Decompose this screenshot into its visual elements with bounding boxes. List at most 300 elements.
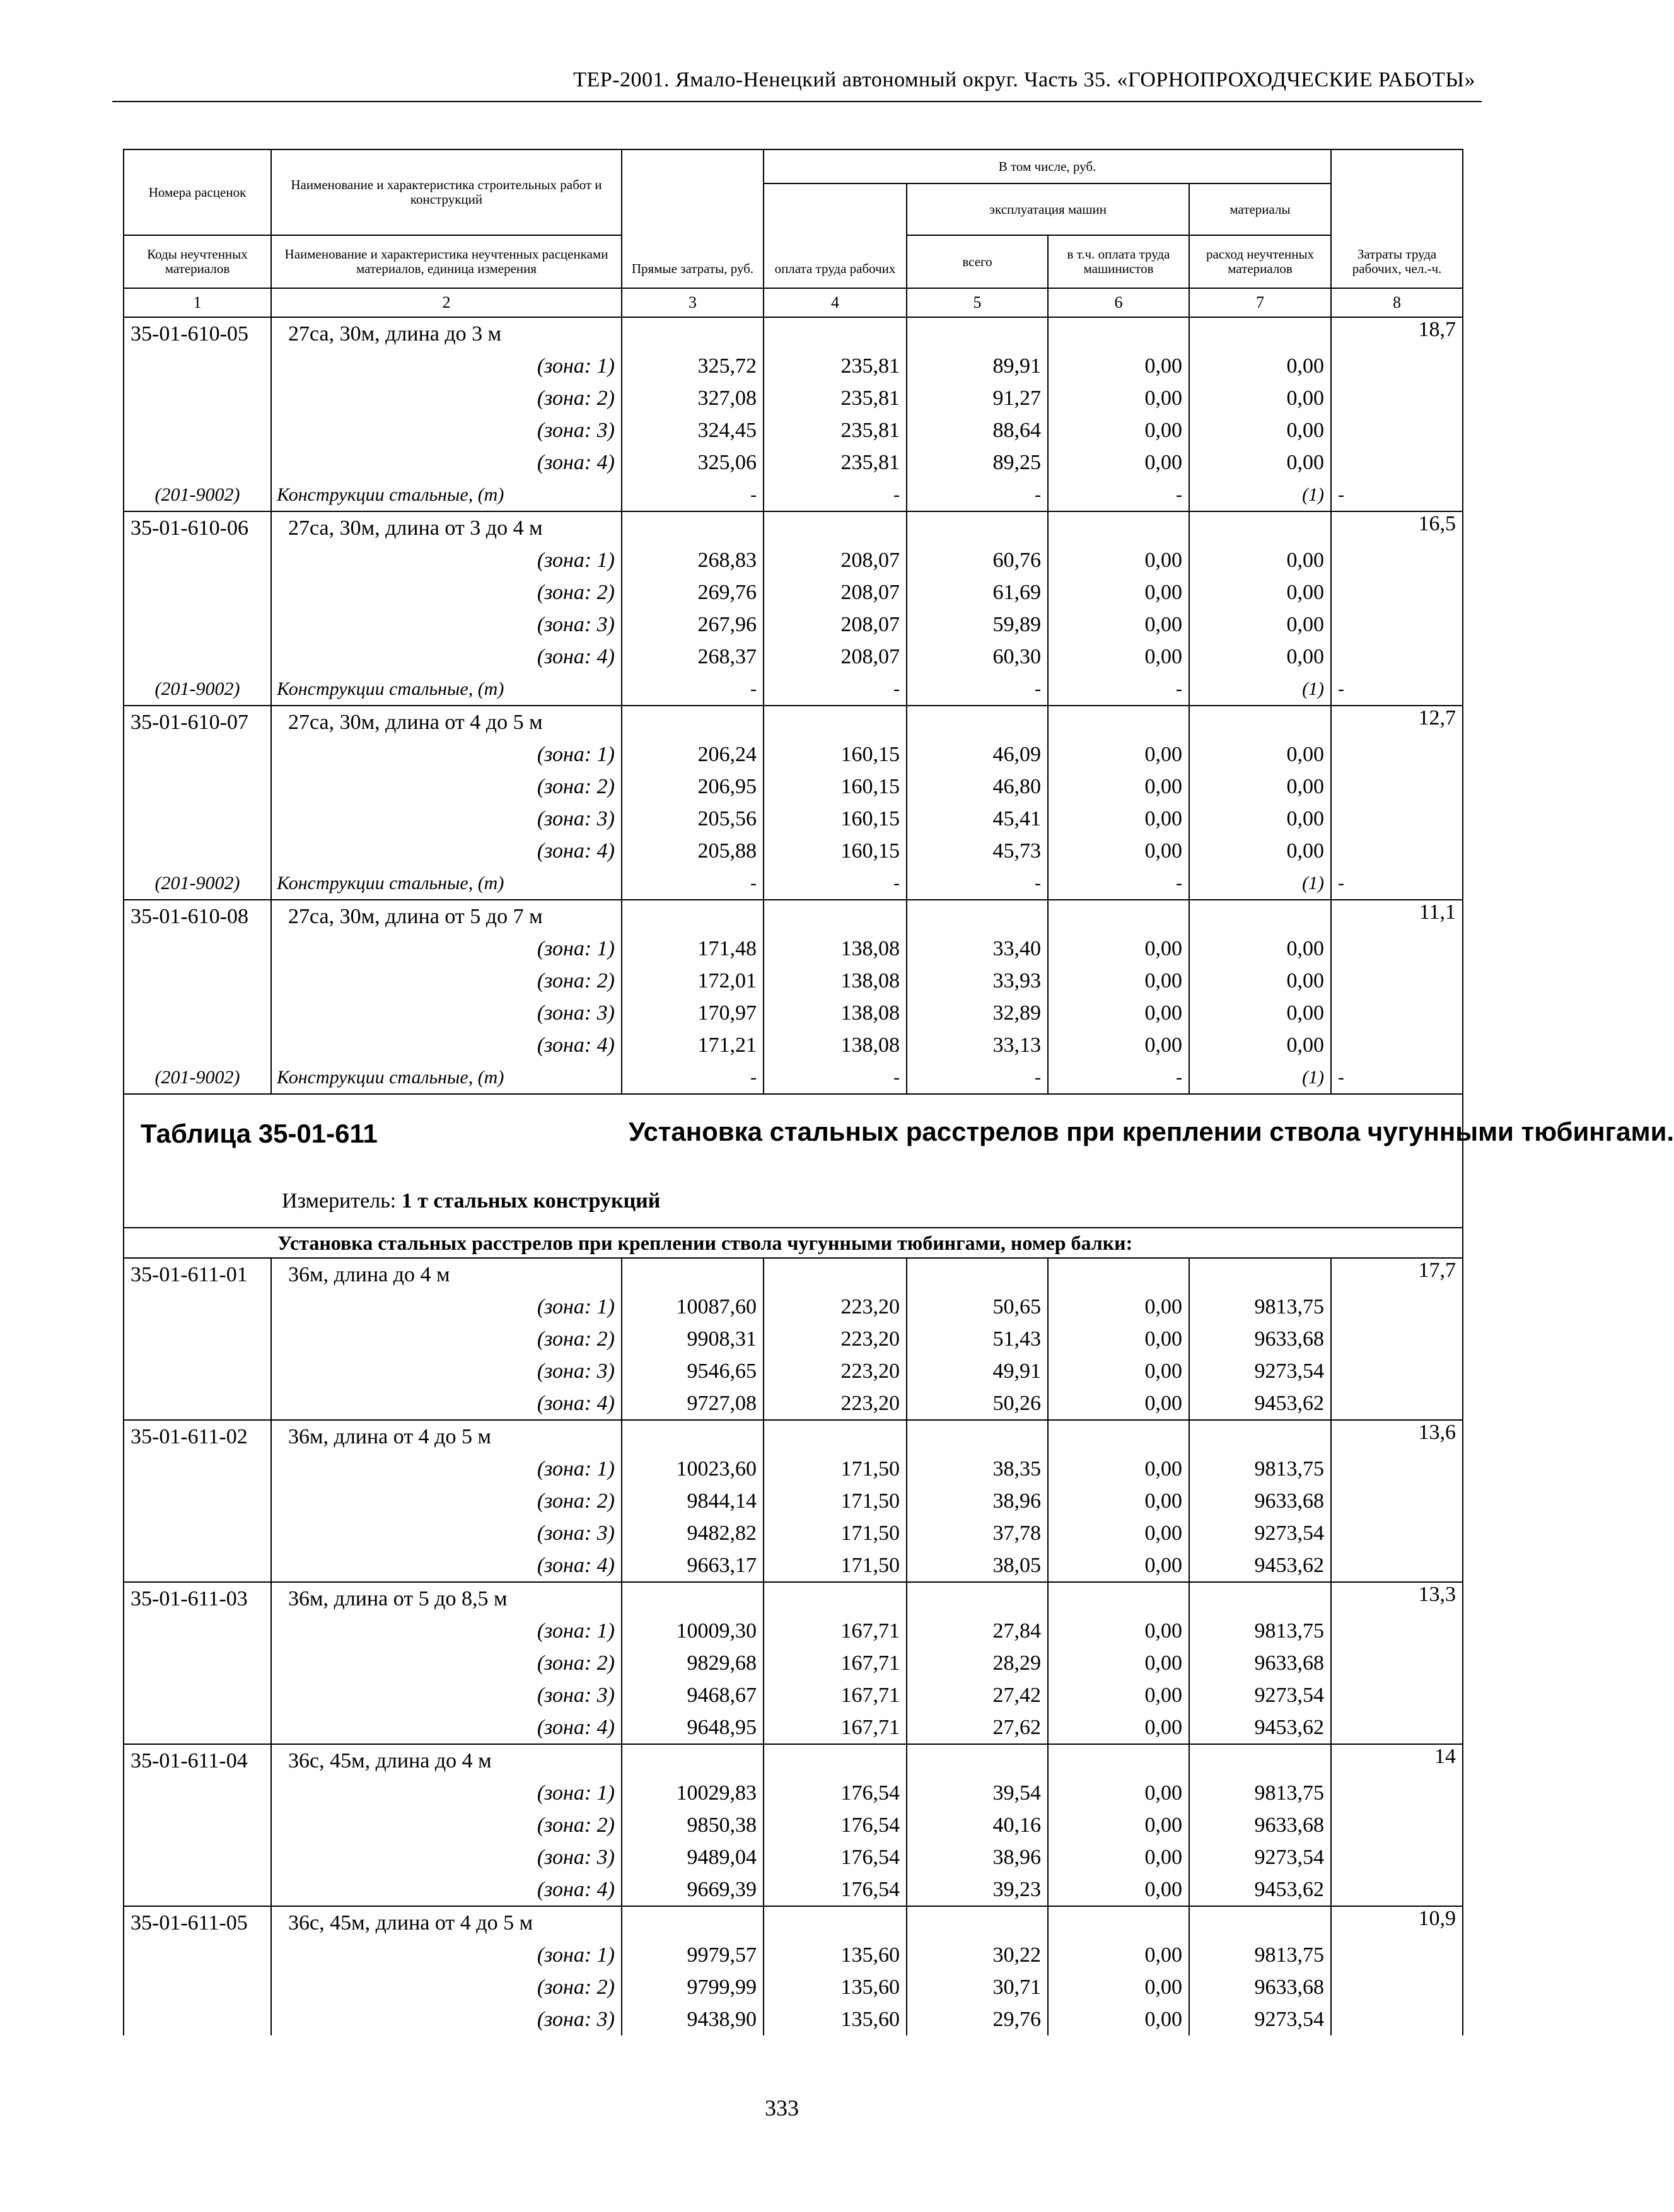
machines-pay: 0,00 — [1048, 997, 1189, 1029]
materials-cost: 0,00 — [1189, 835, 1331, 867]
direct-cost: 9908,31 — [622, 1323, 764, 1355]
machines-pay: 0,00 — [1048, 1777, 1189, 1809]
labor-pay: 135,60 — [764, 2003, 907, 2035]
machines-pay: 0,00 — [1048, 1971, 1189, 2003]
direct-cost: 9850,38 — [622, 1809, 764, 1841]
labor-pay: 235,81 — [764, 382, 907, 414]
price-code: 35-01-610-08 — [124, 900, 271, 933]
zone-row — [124, 1517, 1463, 1549]
empty-cell — [622, 317, 764, 350]
empty-cell — [1048, 1258, 1189, 1291]
machines-pay: 0,00 — [1048, 1809, 1189, 1841]
direct-cost: 171,21 — [622, 1029, 764, 1061]
price-name: 36с, 45м, длина от 4 до 5 м — [271, 1906, 622, 1939]
column-number: 7 — [1189, 288, 1331, 317]
zone-row — [124, 1549, 1463, 1582]
machines-pay: 0,00 — [1048, 835, 1189, 867]
empty-cell — [1189, 511, 1331, 544]
empty-cell — [1048, 1906, 1189, 1939]
machines-pay: 0,00 — [1048, 1615, 1189, 1647]
material-amount: (1) — [1189, 1061, 1331, 1094]
labor-pay: 167,71 — [764, 1679, 907, 1711]
empty-cell — [124, 1679, 271, 1711]
direct-cost: 269,76 — [622, 576, 764, 608]
labor-pay: 223,20 — [764, 1387, 907, 1420]
empty-cell — [907, 1906, 1048, 1939]
material-row — [124, 1061, 1463, 1094]
materials-cost: 9633,68 — [1189, 1971, 1331, 2003]
labor-pay: 208,07 — [764, 608, 907, 641]
machines-pay: 0,00 — [1048, 1453, 1189, 1485]
machines-pay: 0,00 — [1048, 544, 1189, 576]
labor-pay: 135,60 — [764, 1939, 907, 1971]
machines-total: 30,22 — [907, 1939, 1048, 1971]
zone-row — [124, 1873, 1463, 1906]
labor-pay: 176,54 — [764, 1873, 907, 1906]
labor-pay: 223,20 — [764, 1291, 907, 1323]
empty-cell — [1048, 317, 1189, 350]
empty-cell — [1331, 997, 1463, 1029]
machines-total: 32,89 — [907, 997, 1048, 1029]
labor-cost: 13,6 — [1331, 1420, 1463, 1453]
price-name: 27са, 30м, длина от 5 до 7 м — [271, 900, 622, 933]
empty-cell — [1331, 1615, 1463, 1647]
empty-cell — [1331, 1323, 1463, 1355]
col-name-sub-header: Наименование и характеристика неучтенных расценками материалов, единица измерения — [271, 235, 622, 288]
material-row — [124, 673, 1463, 706]
direct-cost: 9546,65 — [622, 1355, 764, 1387]
machines-pay: 0,00 — [1048, 414, 1189, 446]
empty-cell — [124, 1711, 271, 1744]
empty-cell — [1331, 350, 1463, 382]
machines-total: 46,80 — [907, 771, 1048, 803]
machines-pay: 0,00 — [1048, 1841, 1189, 1873]
labor-cost: 13,3 — [1331, 1582, 1463, 1615]
materials-cost: 9813,75 — [1189, 1777, 1331, 1809]
materials-cost: 9813,75 — [1189, 1291, 1331, 1323]
empty-cell — [124, 414, 271, 446]
empty-cell — [764, 1582, 907, 1615]
table-611-rows — [124, 1258, 1463, 2035]
machines-total: 45,73 — [907, 835, 1048, 867]
zone-label: (зона: 1) — [271, 1777, 622, 1809]
direct-cost: 327,08 — [622, 382, 764, 414]
machines-total: 50,65 — [907, 1291, 1048, 1323]
materials-cost: 9453,62 — [1189, 1549, 1331, 1582]
empty-cell — [1331, 1355, 1463, 1387]
machines-total: 39,23 — [907, 1873, 1048, 1906]
zone-row — [124, 576, 1463, 608]
empty-cell — [1048, 1420, 1189, 1453]
labor-cost: 11,1 — [1331, 900, 1463, 933]
direct-cost: 206,95 — [622, 771, 764, 803]
materials-cost: 9453,62 — [1189, 1873, 1331, 1906]
direct-cost: 9799,99 — [622, 1971, 764, 2003]
materials-cost: 0,00 — [1189, 771, 1331, 803]
empty-cell — [124, 544, 271, 576]
labor-cost: 10,9 — [1331, 1906, 1463, 1939]
zone-label: (зона: 2) — [271, 965, 622, 997]
direct-cost: 9669,39 — [622, 1873, 764, 1906]
zone-row — [124, 641, 1463, 673]
zone-row — [124, 2003, 1463, 2035]
zone-row — [124, 997, 1463, 1029]
col-codes-header: Номера расценок — [124, 149, 271, 235]
table-611-heading — [124, 1094, 1674, 1258]
zone-row — [124, 1387, 1463, 1420]
page-number: 333 — [765, 2095, 799, 2121]
machines-pay: 0,00 — [1048, 933, 1189, 965]
empty-cell — [124, 738, 271, 771]
col-labor-pay-header: оплата труда рабочих — [764, 183, 907, 288]
machines-total: 33,13 — [907, 1029, 1048, 1061]
empty-cell — [764, 317, 907, 350]
machines-pay: 0,00 — [1048, 1517, 1189, 1549]
zone-label: (зона: 3) — [271, 608, 622, 641]
direct-cost: 325,72 — [622, 350, 764, 382]
empty-cell — [124, 1029, 271, 1061]
col-direct-header: Прямые затраты, руб. — [622, 149, 764, 288]
material-name: Конструкции стальные, (т) — [271, 479, 622, 511]
zone-row — [124, 1809, 1463, 1841]
materials-cost: 9633,68 — [1189, 1485, 1331, 1517]
empty-cell — [124, 1615, 271, 1647]
direct-cost: 268,37 — [622, 641, 764, 673]
machines-total: 89,91 — [907, 350, 1048, 382]
machines-pay: 0,00 — [1048, 1291, 1189, 1323]
zone-row — [124, 1841, 1463, 1873]
empty-cell — [764, 1744, 907, 1777]
materials-cost: 9453,62 — [1189, 1711, 1331, 1744]
zone-row — [124, 350, 1463, 382]
machines-total: 46,09 — [907, 738, 1048, 771]
zone-row — [124, 835, 1463, 867]
zone-label: (зона: 4) — [271, 1873, 622, 1906]
empty-cell — [622, 900, 764, 933]
materials-cost: 0,00 — [1189, 544, 1331, 576]
labor-cost: 17,7 — [1331, 1258, 1463, 1291]
direct-cost: 267,96 — [622, 608, 764, 641]
materials-cost: 0,00 — [1189, 1029, 1331, 1061]
empty-cell — [1189, 317, 1331, 350]
empty-cell — [764, 1258, 907, 1291]
machines-total: 38,96 — [907, 1485, 1048, 1517]
empty-cell — [124, 1873, 271, 1906]
empty-cell — [1048, 900, 1189, 933]
dash: - — [764, 479, 907, 511]
empty-cell — [124, 771, 271, 803]
dash: - — [1331, 673, 1463, 706]
dash: - — [907, 1061, 1048, 1094]
zone-row — [124, 382, 1463, 414]
empty-cell — [1331, 1873, 1463, 1906]
empty-cell — [1331, 1517, 1463, 1549]
price-code: 35-01-611-01 — [124, 1258, 271, 1291]
empty-cell — [1331, 1939, 1463, 1971]
empty-cell — [622, 1420, 764, 1453]
column-number: 3 — [622, 288, 764, 317]
col-machines-total-header: всего — [907, 235, 1048, 288]
labor-cost: 16,5 — [1331, 511, 1463, 544]
labor-pay: 223,20 — [764, 1355, 907, 1387]
direct-cost: 9844,14 — [622, 1485, 764, 1517]
empty-cell — [124, 1939, 271, 1971]
empty-cell — [1331, 1387, 1463, 1420]
price-item-row — [124, 317, 1463, 350]
empty-cell — [124, 2003, 271, 2035]
col-name-header: Наименование и характеристика строительных работ и конструкций — [271, 149, 622, 235]
machines-pay: 0,00 — [1048, 2003, 1189, 2035]
zone-label: (зона: 2) — [271, 1809, 622, 1841]
zone-label: (зона: 3) — [271, 1841, 622, 1873]
machines-pay: 0,00 — [1048, 608, 1189, 641]
materials-cost: 0,00 — [1189, 414, 1331, 446]
price-name: 27са, 30м, длина от 3 до 4 м — [271, 511, 622, 544]
direct-cost: 9829,68 — [622, 1647, 764, 1679]
direct-cost: 9438,90 — [622, 2003, 764, 2035]
labor-pay: 171,50 — [764, 1517, 907, 1549]
meter-label: Измеритель: — [282, 1189, 397, 1213]
table-subheading: Установка стальных расстрелов при креплении ствола чугунными тюбингами, номер балки: — [271, 1228, 1463, 1258]
direct-cost: 205,88 — [622, 835, 764, 867]
empty-cell — [1331, 933, 1463, 965]
zone-row — [124, 803, 1463, 835]
machines-pay: 0,00 — [1048, 446, 1189, 479]
machines-pay: 0,00 — [1048, 771, 1189, 803]
machines-total: 38,96 — [907, 1841, 1048, 1873]
zone-row — [124, 1615, 1463, 1647]
empty-cell — [622, 1906, 764, 1939]
page-header: ТЕР-2001. Ямало-Ненецкий автономный округ. Часть 35. «ГОРНОПРОХОДЧЕСКИЕ РАБОТЫ» — [573, 68, 1475, 91]
zone-row — [124, 544, 1463, 576]
price-code: 35-01-611-02 — [124, 1420, 271, 1453]
direct-cost: 268,83 — [622, 544, 764, 576]
empty-cell — [1189, 706, 1331, 738]
material-name: Конструкции стальные, (т) — [271, 673, 622, 706]
machines-pay: 0,00 — [1048, 641, 1189, 673]
zone-row — [124, 1323, 1463, 1355]
col-including-header: В том числе, руб. — [764, 149, 1331, 183]
zone-row — [124, 414, 1463, 446]
labor-pay: 138,08 — [764, 1029, 907, 1061]
zone-row — [124, 1647, 1463, 1679]
machines-pay: 0,00 — [1048, 1939, 1189, 1971]
empty-cell — [124, 1647, 271, 1679]
material-code: (201-9002) — [124, 1061, 271, 1094]
machines-total: 88,64 — [907, 414, 1048, 446]
machines-total: 60,76 — [907, 544, 1048, 576]
empty-cell — [1189, 1420, 1331, 1453]
zone-label: (зона: 2) — [271, 771, 622, 803]
zone-label: (зона: 2) — [271, 1485, 622, 1517]
labor-pay: 160,15 — [764, 771, 907, 803]
machines-pay: 0,00 — [1048, 1485, 1189, 1517]
zone-label: (зона: 1) — [271, 738, 622, 771]
price-item-row — [124, 900, 1463, 933]
empty-cell — [907, 900, 1048, 933]
empty-cell — [1331, 382, 1463, 414]
zone-row — [124, 446, 1463, 479]
empty-cell — [1331, 1809, 1463, 1841]
column-number: 4 — [764, 288, 907, 317]
empty-cell — [907, 1258, 1048, 1291]
materials-cost: 9813,75 — [1189, 1939, 1331, 1971]
direct-cost: 171,48 — [622, 933, 764, 965]
zone-row — [124, 1355, 1463, 1387]
empty-cell — [124, 1517, 271, 1549]
direct-cost: 10023,60 — [622, 1453, 764, 1485]
direct-cost: 9648,95 — [622, 1711, 764, 1744]
empty-cell — [1331, 1453, 1463, 1485]
materials-cost: 9633,68 — [1189, 1809, 1331, 1841]
machines-pay: 0,00 — [1048, 965, 1189, 997]
zone-label: (зона: 2) — [271, 382, 622, 414]
table-header — [124, 149, 1463, 288]
price-table-sheet — [123, 149, 1674, 2035]
empty-cell — [124, 997, 271, 1029]
zone-row — [124, 965, 1463, 997]
empty-cell — [1331, 641, 1463, 673]
empty-cell — [1331, 1291, 1463, 1323]
zone-label: (зона: 3) — [271, 1517, 622, 1549]
machines-pay: 0,00 — [1048, 1549, 1189, 1582]
materials-cost: 0,00 — [1189, 382, 1331, 414]
direct-cost: 9727,08 — [622, 1387, 764, 1420]
empty-cell — [907, 317, 1048, 350]
labor-pay: 135,60 — [764, 1971, 907, 2003]
zone-label: (зона: 2) — [271, 1647, 622, 1679]
empty-cell — [622, 1258, 764, 1291]
empty-cell — [622, 1582, 764, 1615]
price-code: 35-01-610-06 — [124, 511, 271, 544]
materials-cost: 9633,68 — [1189, 1647, 1331, 1679]
price-table — [123, 149, 1674, 2035]
labor-pay: 138,08 — [764, 933, 907, 965]
zone-row — [124, 933, 1463, 965]
zone-row — [124, 1679, 1463, 1711]
empty-cell — [764, 511, 907, 544]
labor-pay: 167,71 — [764, 1711, 907, 1744]
price-item-row — [124, 1258, 1463, 1291]
zone-row — [124, 1971, 1463, 2003]
empty-cell — [1331, 1711, 1463, 1744]
machines-total: 38,05 — [907, 1549, 1048, 1582]
machines-total: 40,16 — [907, 1809, 1048, 1841]
empty-cell — [1331, 1971, 1463, 2003]
empty-cell — [764, 1906, 907, 1939]
zone-label: (зона: 2) — [271, 1323, 622, 1355]
col-machines-header: эксплуатация машин — [907, 183, 1189, 235]
empty-cell — [1331, 1841, 1463, 1873]
machines-pay: 0,00 — [1048, 803, 1189, 835]
zone-label: (зона: 1) — [271, 1939, 622, 1971]
column-number: 1 — [124, 288, 271, 317]
machines-pay: 0,00 — [1048, 1711, 1189, 1744]
zone-label: (зона: 2) — [271, 1971, 622, 2003]
dash: - — [764, 673, 907, 706]
empty-cell — [124, 1355, 271, 1387]
material-amount: (1) — [1189, 479, 1331, 511]
materials-cost: 9273,54 — [1189, 1679, 1331, 1711]
labor-pay: 208,07 — [764, 641, 907, 673]
empty-cell — [124, 1323, 271, 1355]
empty-cell — [1331, 738, 1463, 771]
empty-cell — [1331, 608, 1463, 641]
column-number: 2 — [271, 288, 622, 317]
labor-cost: 18,7 — [1331, 317, 1463, 350]
price-item-row — [124, 1906, 1463, 1939]
empty-cell — [124, 1971, 271, 2003]
machines-total: 89,25 — [907, 446, 1048, 479]
zone-row — [124, 1291, 1463, 1323]
direct-cost: 9489,04 — [622, 1841, 764, 1873]
empty-cell — [1048, 1744, 1189, 1777]
materials-cost: 9813,75 — [1189, 1615, 1331, 1647]
labor-pay: 235,81 — [764, 350, 907, 382]
labor-pay: 171,50 — [764, 1485, 907, 1517]
dash: - — [1331, 867, 1463, 900]
material-name: Конструкции стальные, (т) — [271, 867, 622, 900]
col-machines-pay-header: в т.ч. оплата труда машинистов — [1048, 235, 1189, 288]
empty-cell — [124, 350, 271, 382]
dash: - — [622, 867, 764, 900]
labor-pay: 223,20 — [764, 1323, 907, 1355]
materials-cost: 9813,75 — [1189, 1453, 1331, 1485]
direct-cost: 9979,57 — [622, 1939, 764, 1971]
zone-label: (зона: 1) — [271, 544, 622, 576]
material-name: Конструкции стальные, (т) — [271, 1061, 622, 1094]
price-code: 35-01-610-07 — [124, 706, 271, 738]
empty-cell — [1189, 1258, 1331, 1291]
machines-total: 27,84 — [907, 1615, 1048, 1647]
empty-cell — [124, 608, 271, 641]
machines-total: 37,78 — [907, 1517, 1048, 1549]
zone-row — [124, 1777, 1463, 1809]
labor-pay: 160,15 — [764, 738, 907, 771]
col-codes-sub-header: Коды неучтенных материалов — [124, 235, 271, 288]
empty-cell — [907, 706, 1048, 738]
material-code: (201-9002) — [124, 479, 271, 511]
materials-cost: 0,00 — [1189, 997, 1331, 1029]
labor-pay: 235,81 — [764, 414, 907, 446]
materials-cost: 0,00 — [1189, 738, 1331, 771]
zone-label: (зона: 4) — [271, 446, 622, 479]
price-code: 35-01-611-05 — [124, 1906, 271, 1939]
empty-cell — [764, 706, 907, 738]
empty-cell — [622, 1744, 764, 1777]
zone-label: (зона: 4) — [271, 641, 622, 673]
machines-total: 38,35 — [907, 1453, 1048, 1485]
empty-cell — [124, 1777, 271, 1809]
empty-cell — [1331, 414, 1463, 446]
material-row — [124, 479, 1463, 511]
table-meter — [282, 1189, 660, 1213]
meter-value: 1 т стальных конструкций — [401, 1189, 661, 1213]
labor-cost: 14 — [1331, 1744, 1463, 1777]
price-name: 36м, длина от 5 до 8,5 м — [271, 1582, 622, 1615]
machines-pay: 0,00 — [1048, 382, 1189, 414]
dash: - — [1048, 867, 1189, 900]
price-name: 36м, длина до 4 м — [271, 1258, 622, 1291]
labor-pay: 176,54 — [764, 1777, 907, 1809]
materials-cost: 9273,54 — [1189, 2003, 1331, 2035]
machines-total: 59,89 — [907, 608, 1048, 641]
empty-cell — [1189, 1906, 1331, 1939]
dash: - — [622, 1061, 764, 1094]
machines-total: 60,30 — [907, 641, 1048, 673]
dash: - — [1048, 479, 1189, 511]
col-labor-cost-header: Затраты труда рабочих, чел.-ч. — [1331, 149, 1463, 288]
